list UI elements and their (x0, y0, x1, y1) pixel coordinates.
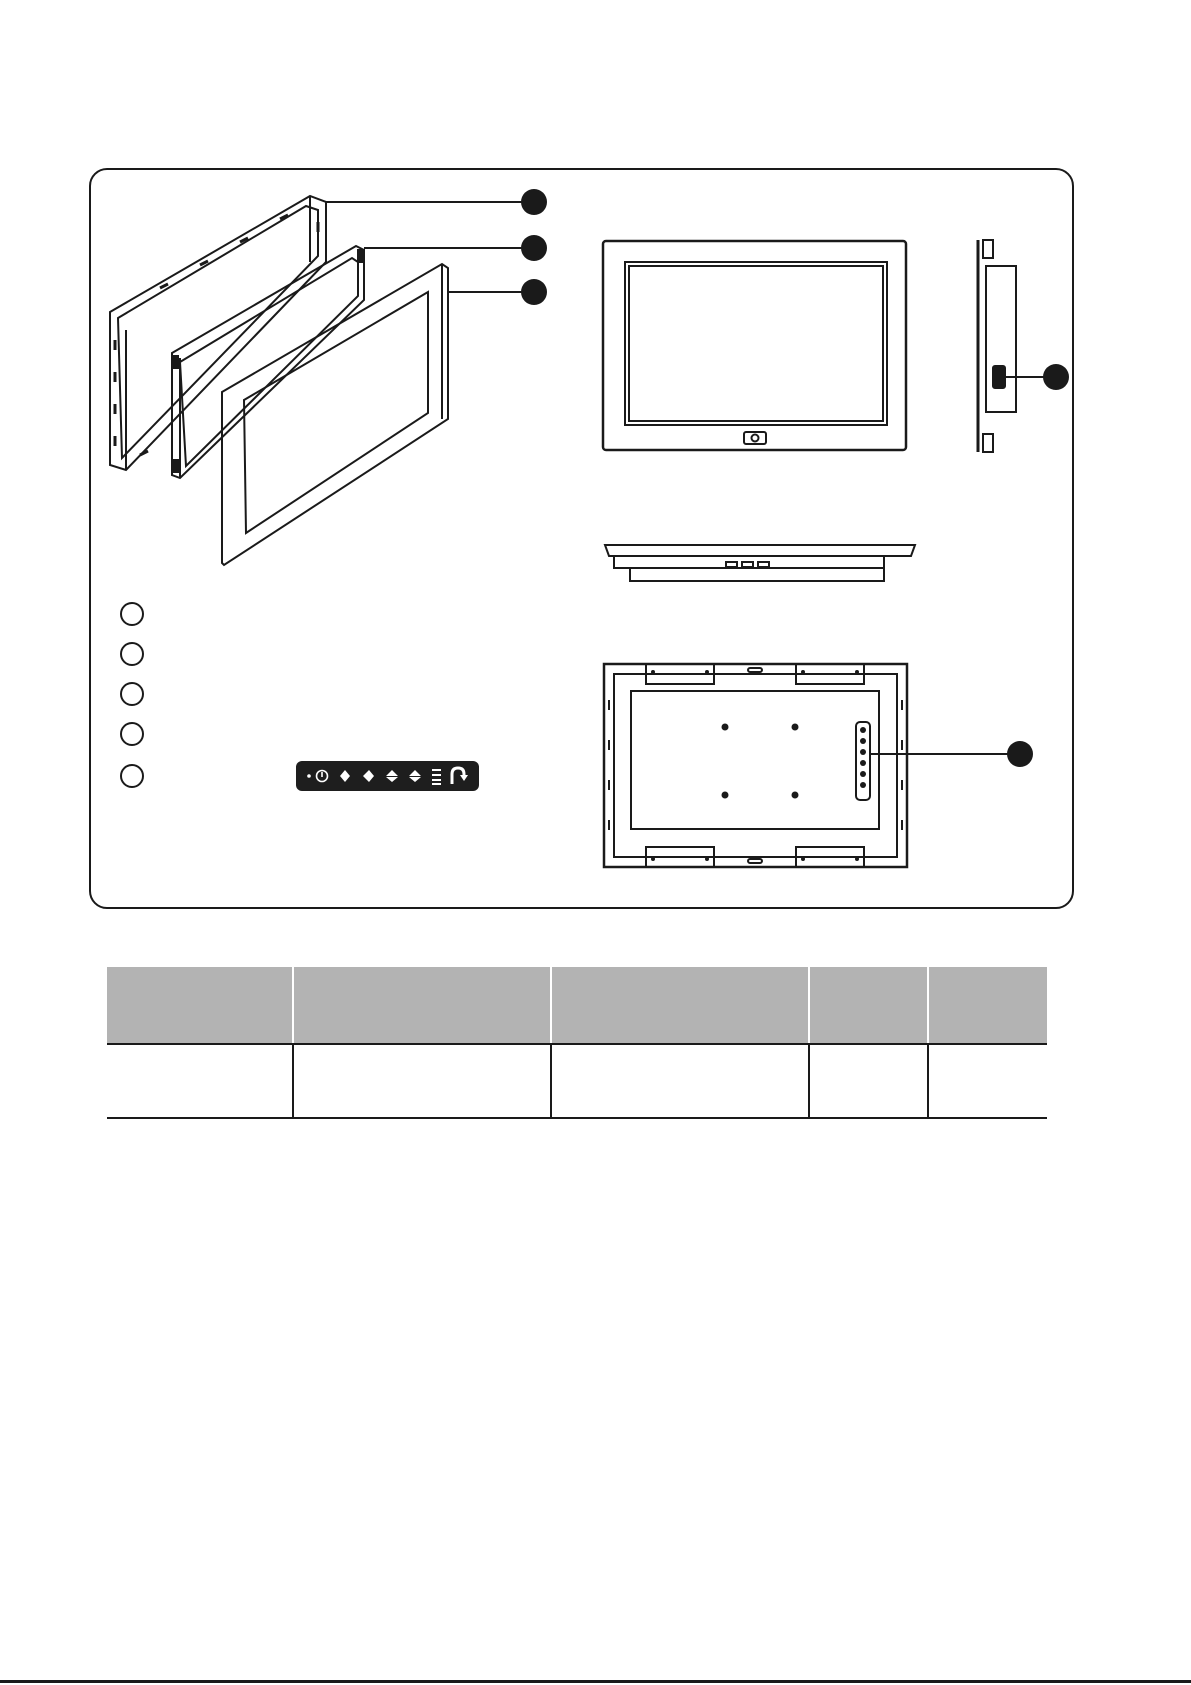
page-bottom-rule (0, 1680, 1191, 1683)
bottom-view (605, 545, 915, 581)
legend-marker-4 (121, 723, 143, 745)
table-cell (928, 1044, 1047, 1118)
table-cell (809, 1044, 928, 1118)
table-header-cell (293, 967, 551, 1044)
exploded-middle-frame (172, 246, 364, 478)
callout-marker-side (1043, 364, 1069, 390)
table-header-cell (107, 967, 293, 1044)
table-cell (293, 1044, 551, 1118)
legend-marker-2 (121, 643, 143, 665)
table-header-cell (551, 967, 809, 1044)
exploded-rear-frame (110, 196, 326, 470)
front-view (603, 241, 906, 450)
table-header-cell (809, 967, 928, 1044)
table-cell (551, 1044, 809, 1118)
table-cell (107, 1044, 293, 1118)
exploded-front-bezel (222, 264, 448, 565)
spec-table (107, 967, 1047, 1119)
osd-keypad (296, 761, 479, 791)
legend-marker-5 (121, 765, 143, 787)
table-row (107, 1044, 1047, 1118)
legend-marker-3 (121, 683, 143, 705)
table-header-row (107, 967, 1047, 1044)
table-header-cell (928, 967, 1047, 1044)
side-view (978, 240, 1046, 452)
rear-view (604, 664, 1010, 867)
callout-marker-rear (1007, 741, 1033, 767)
callout-marker-3 (521, 279, 547, 305)
callout-marker-1 (521, 189, 547, 215)
callout-marker-2 (521, 235, 547, 261)
legend-marker-1 (121, 603, 143, 625)
led-dot-icon (307, 774, 311, 778)
